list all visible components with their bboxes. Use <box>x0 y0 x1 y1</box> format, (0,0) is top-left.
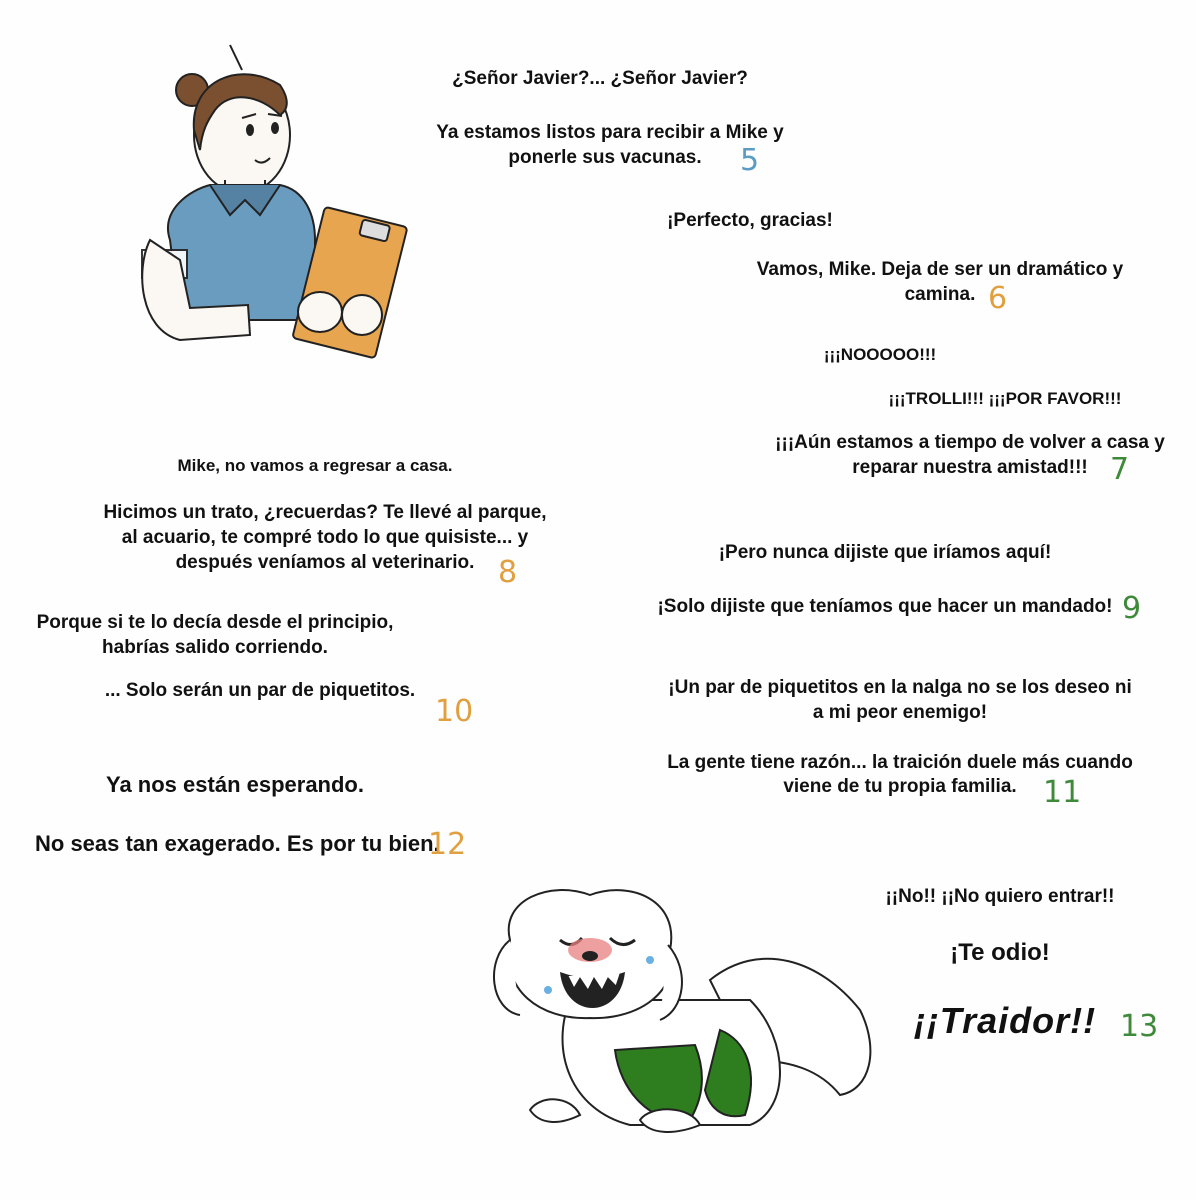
dialogue-line: ¡Solo dijiste que teníamos que hacer un mandado! <box>657 596 1113 617</box>
dialogue-line: ¡¡¡TROLLI!!! ¡¡¡POR FAVOR!!! <box>888 389 1122 408</box>
dialogue-line: después veníamos al veterinario. <box>175 552 475 573</box>
dog-illustration <box>490 880 890 1150</box>
dialogue-line: ¡¡No!! ¡¡No quiero entrar!! <box>885 886 1115 907</box>
panel-number: 5 <box>740 143 760 178</box>
dialogue-shout: ¡¡Traidor!! <box>913 1000 1097 1041</box>
dialogue-line: a mi peor enemigo! <box>812 702 988 723</box>
dialogue-line: Mike, no vamos a regresar a casa. <box>177 456 453 475</box>
dialogue-line: reparar nuestra amistad!!! <box>852 457 1088 478</box>
dialogue-line: La gente tiene razón... la traición duele más cuando <box>667 752 1133 773</box>
dialogue-line: camina. <box>904 284 976 305</box>
dialogue-line: Ya nos están esperando. <box>106 772 364 797</box>
dialogue-line: ¡¡¡NOOOOO!!! <box>823 345 937 364</box>
dialogue-line: Porque si te lo decía desde el principio, <box>36 612 394 633</box>
dialogue-line: ¿Señor Javier?... ¿Señor Javier? <box>452 68 748 89</box>
panel-number: 13 <box>1120 1009 1159 1044</box>
dialogue-line: Hicimos un trato, ¿recuerdas? Te llevé al parque, <box>103 502 547 523</box>
dialogue-line: ¡Perfecto, gracias! <box>667 210 833 231</box>
panel-number: 11 <box>1043 775 1082 810</box>
panel-number: 12 <box>428 827 467 862</box>
panel-number: 8 <box>498 555 518 590</box>
panel-number: 6 <box>988 281 1008 316</box>
dialogue-line: No seas tan exagerado. Es por tu bien. <box>35 831 440 856</box>
dialogue-line: Vamos, Mike. Deja de ser un dramático y <box>756 259 1124 280</box>
dialogue-line: ¡Te odio! <box>950 939 1050 966</box>
nurse-illustration <box>130 40 410 360</box>
dialogue-line: ¡¡¡Aún estamos a tiempo de volver a casa y <box>775 432 1165 453</box>
dialogue-line: viene de tu propia familia. <box>783 776 1017 797</box>
panel-number: 9 <box>1122 591 1142 626</box>
panel-number: 10 <box>435 694 474 729</box>
dialogue-line: Ya estamos listos para recibir a Mike y <box>436 122 784 143</box>
dialogue-line: ... Solo serán un par de piquetitos. <box>104 680 416 701</box>
dialogue-line: ¡Pero nunca dijiste que iríamos aquí! <box>718 542 1052 563</box>
dialogue-line: habrías salido corriendo. <box>102 637 328 658</box>
dialogue-line: al acuario, te compré todo lo que quisiste... y <box>121 527 529 548</box>
dialogue-line: ponerle sus vacunas. <box>508 147 702 168</box>
dialogue-line: ¡Un par de piquetitos en la nalga no se los deseo ni <box>668 677 1132 698</box>
panel-number: 7 <box>1110 452 1130 487</box>
